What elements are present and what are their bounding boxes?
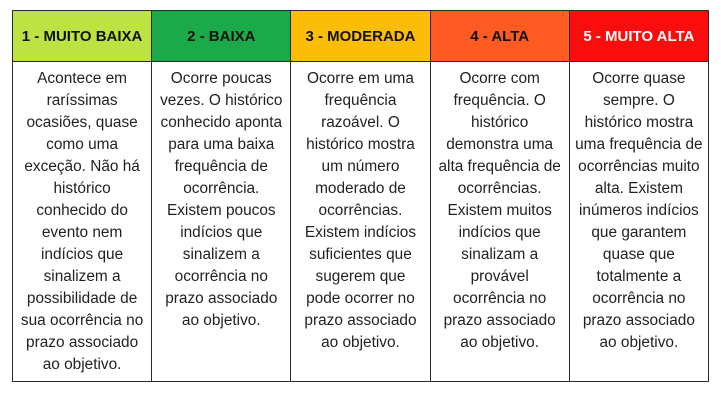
level-description-baixa: Ocorre poucas vezes. O histórico conhecido aponta para uma baixa frequência de ocorrência. Existem poucos indícios que sinalizem a ocorrência no prazo associado ao objetivo. — [152, 62, 291, 382]
description-row — [13, 62, 709, 382]
level-description-moderada: Ocorre em uma frequência razoável. O histórico mostra um número moderado de ocorrências. Existem indícios suficientes que sugerem que pode ocorrer no prazo associado ao objetivo. — [291, 62, 430, 382]
header-row — [13, 11, 709, 62]
level-header-moderada: 3 - MODERADA — [291, 11, 430, 62]
level-description-alta: Ocorre com frequência. O histórico demonstra uma alta frequência de ocorrências. Existem muitos indícios que sinalizam a provável ocorrência no prazo associado ao objetivo. — [430, 62, 569, 382]
level-header-muito-alta: 5 - MUITO ALTA — [569, 11, 708, 62]
level-header-alta: 4 - ALTA — [430, 11, 569, 62]
level-header-muito-baixa: 1 - MUITO BAIXA — [13, 11, 152, 62]
level-header-baixa: 2 - BAIXA — [152, 11, 291, 62]
level-description-muito-baixa: Acontece em raríssimas ocasiões, quase como uma exceção. Não há histórico conhecido do evento nem indícios que sinalizem a possibilidade de sua ocorrência no prazo associado ao objetivo. — [13, 62, 152, 382]
level-description-muito-alta: Ocorre quase sempre. O histórico mostra uma frequência de ocorrências muito alta. Existem inúmeros indícios que garantem quase que totalmente a ocorrência no prazo associado ao objetivo. — [569, 62, 708, 382]
probability-scale-table — [12, 10, 709, 382]
